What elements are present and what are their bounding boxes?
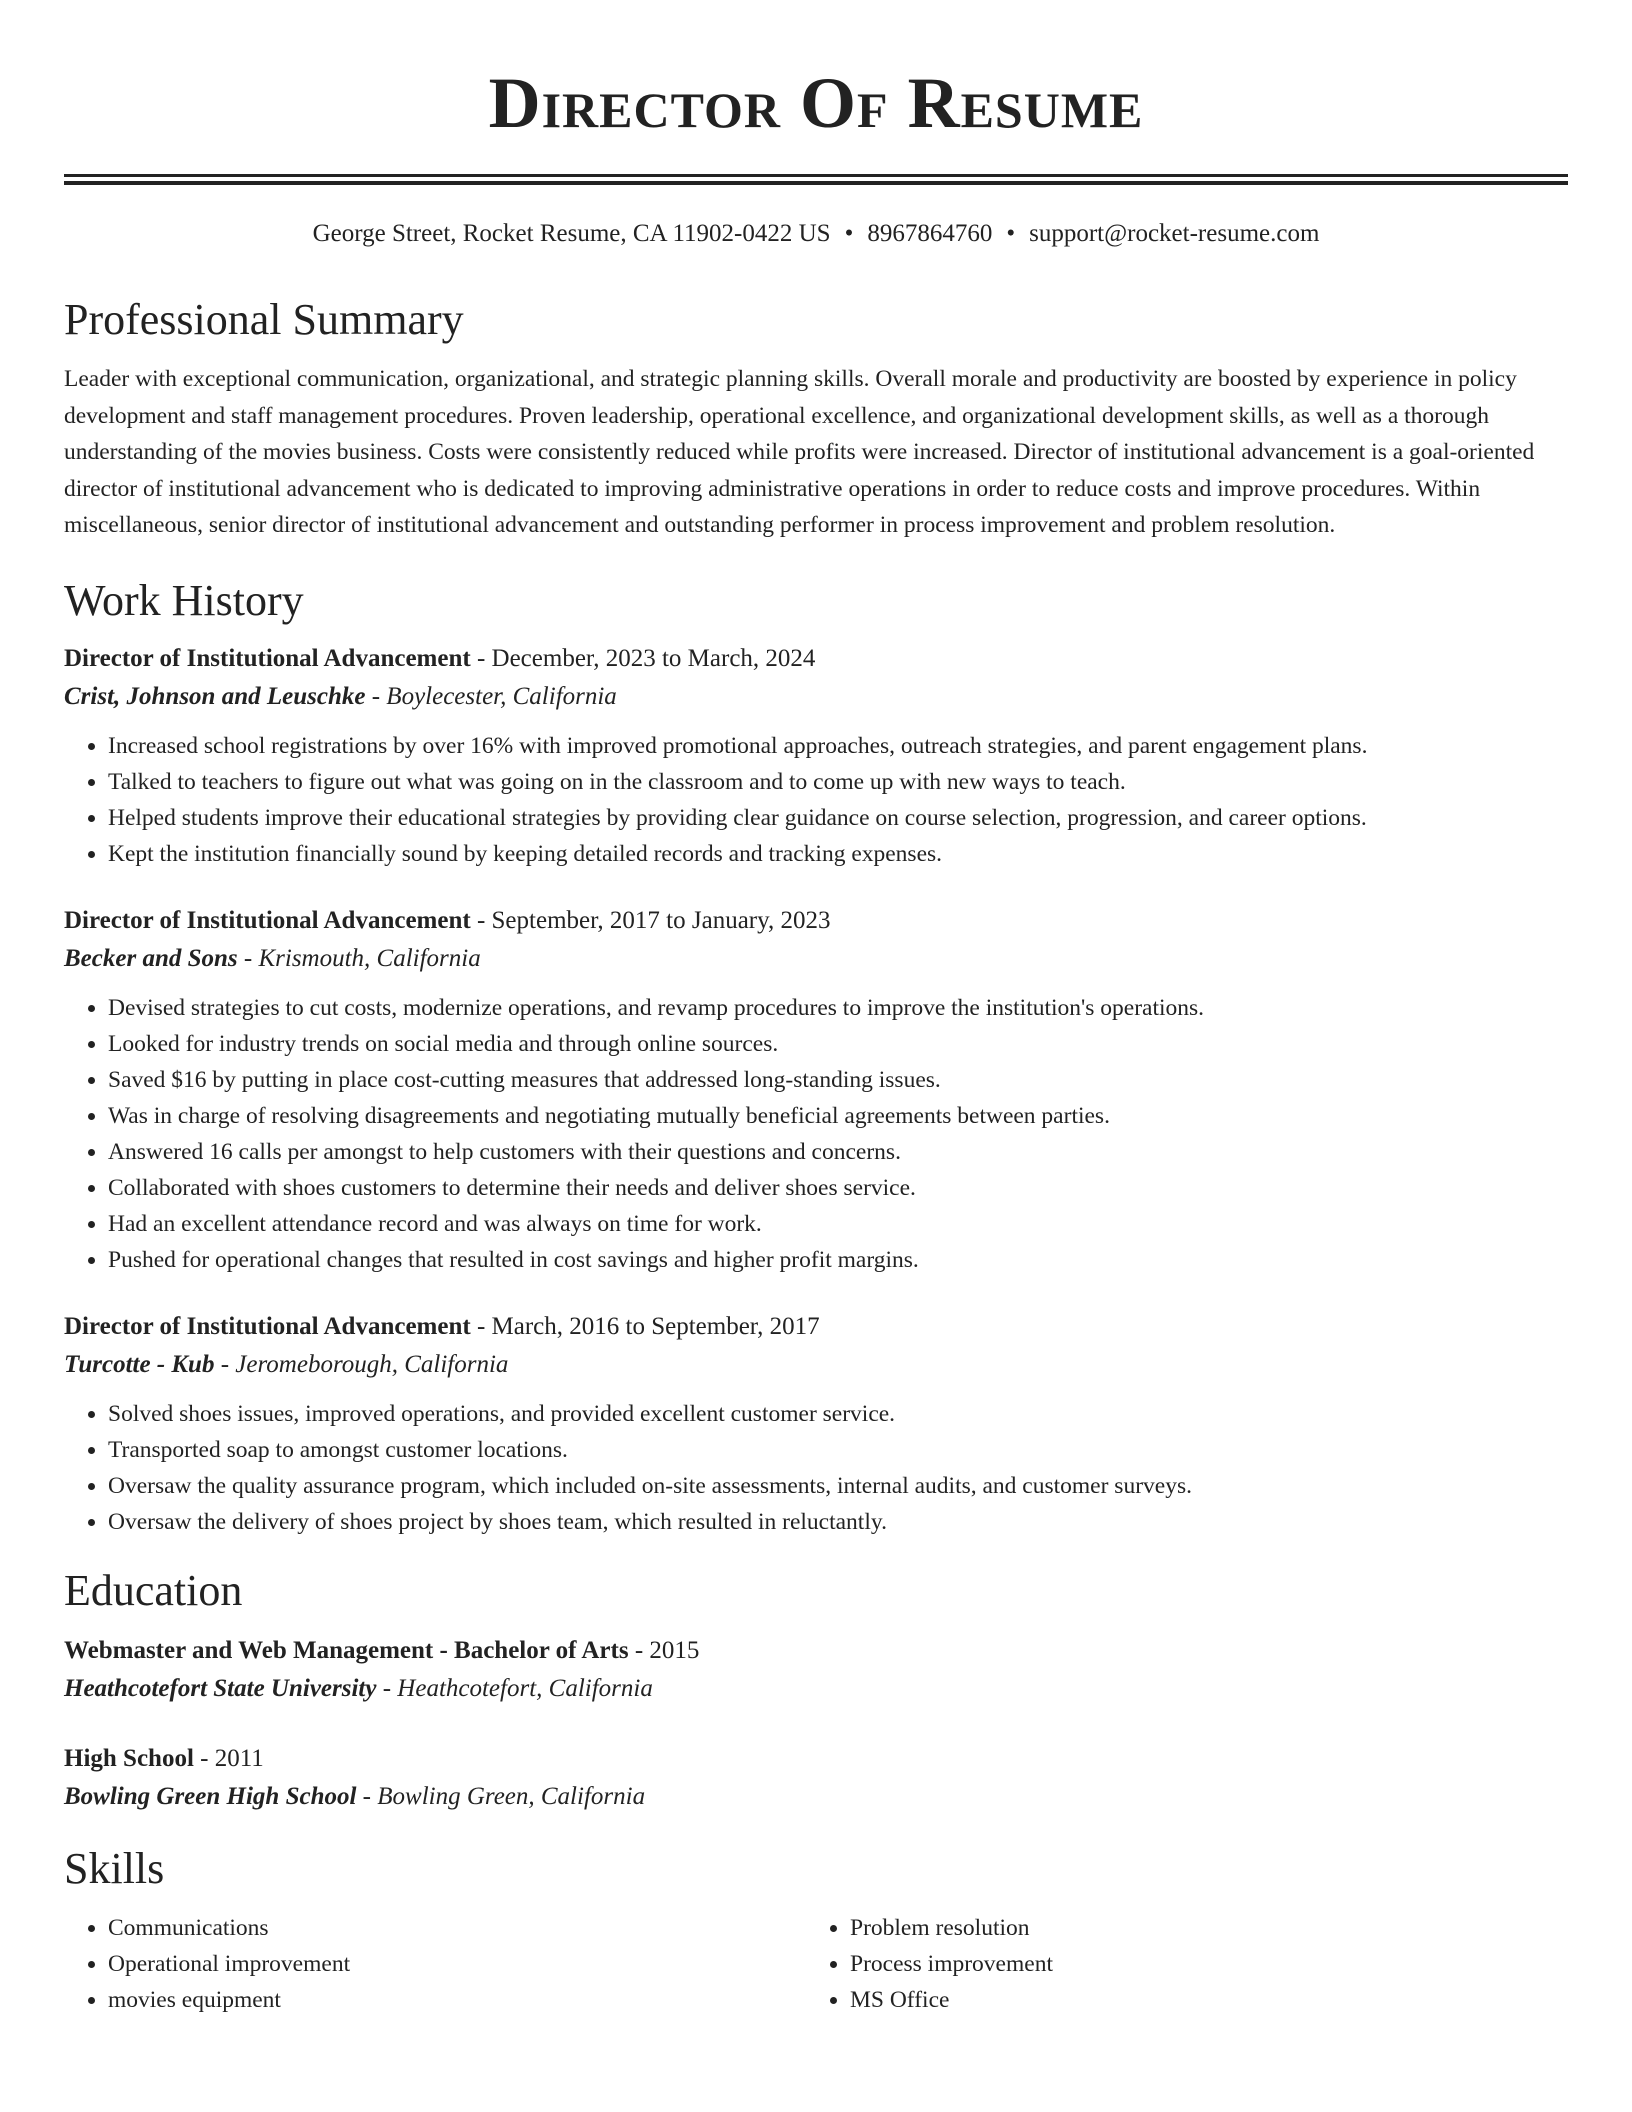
degree-name: Webmaster and Web Management - Bachelor of Arts: [64, 1636, 629, 1664]
contact-address: George Street, Rocket Resume, CA 11902-0422 US: [312, 220, 831, 247]
degree-year: - 2011: [193, 1744, 264, 1772]
job-title: Director of Institutional Advancement: [64, 906, 471, 934]
job-bullet: • Was in charge of resolving disagreements and negotiating mutually beneficial agreements between parties.: [108, 1098, 1568, 1134]
section-heading-skills: Skills: [64, 1843, 165, 1893]
job-bullet: • Oversaw the delivery of shoes project by shoes team, which resulted in reluctantly.: [108, 1504, 1568, 1540]
job-bullet: • Oversaw the quality assurance program, which included on-site assessments, internal audits, and customer surveys.: [108, 1468, 1568, 1504]
degree-line: [64, 1632, 1568, 1670]
contact-line: [64, 217, 1568, 251]
job-bullet: • Looked for industry trends on social media and through online sources.: [108, 1026, 1568, 1062]
job-bullet: • Talked to teachers to figure out what was going on in the classroom and to come up with new ways to teach.: [108, 764, 1568, 800]
job-entry: [64, 902, 1568, 1278]
degree-line: [64, 1740, 1568, 1778]
section-heading-education: Education: [64, 1565, 243, 1615]
job-title-line: [64, 640, 1568, 678]
job-title-line: [64, 1308, 1568, 1346]
skills-column-right: [806, 1910, 1548, 2018]
contact-phone: 8967864760: [867, 220, 993, 247]
contact-separator: •: [1006, 220, 1016, 247]
job-bullet: • Collaborated with shoes customers to determine their needs and deliver shoes service.: [108, 1170, 1568, 1206]
section-heading-summary: Professional Summary: [64, 295, 464, 344]
job-bullet: • Kept the institution financially sound by keeping detailed records and tracking expenses.: [108, 836, 1568, 872]
education-entry: [64, 1740, 1568, 1816]
skill-item: • Communications: [108, 1910, 806, 1946]
job-bullet: • Solved shoes issues, improved operations, and provided excellent customer service.: [108, 1396, 1568, 1432]
job-dates: - September, 2017 to January, 2023: [470, 906, 831, 934]
job-title: Director of Institutional Advancement: [64, 1312, 471, 1340]
job-dates: - December, 2023 to March, 2024: [470, 644, 816, 672]
job-bullet: • Devised strategies to cut costs, modernize operations, and revamp procedures to improve the institution's operations.: [108, 990, 1568, 1026]
job-bullet: • Saved $16 by putting in place cost-cutting measures that addressed long-standing issues.: [108, 1062, 1568, 1098]
job-bullet: • Answered 16 calls per amongst to help customers with their questions and concerns.: [108, 1134, 1568, 1170]
company-name: Becker and Sons: [64, 944, 238, 972]
contact-email: support@rocket-resume.com: [1029, 220, 1320, 247]
company-name: Crist, Johnson and Leuschke: [64, 682, 366, 710]
job-entry: [64, 640, 1568, 872]
skill-item: • movies equipment: [108, 1982, 806, 2018]
job-entry: [64, 1308, 1568, 1540]
skill-item: • Process improvement: [850, 1946, 1548, 1982]
job-bullet: • Helped students improve their educational strategies by providing clear guidance on course selection, progression, and career options.: [108, 800, 1568, 836]
skill-item: • Operational improvement: [108, 1946, 806, 1982]
summary-text: Leader with exceptional communication, organizational, and strategic planning skills. Overall morale and productivity are boosted by experience in policy development and staff management procedures. Proven leadership, operational excellence, and organizational development skills, as well as a thorough understanding of the movies business. Costs were consistently reduced while profits were increased. Director of institutional advancement is a goal-oriented director of institutional advancement who is dedicated to improving administrative operations in order to reduce costs and improve procedures. Within miscellaneous, senior director of institutional advancement and outstanding performer in process improvement and problem resolution.: [64, 366, 1535, 538]
section-heading-work-history: Work History: [64, 575, 304, 625]
job-bullets: [64, 1396, 1568, 1540]
job-bullet: • Transported soap to amongst customer locations.: [108, 1432, 1568, 1468]
school-name: Bowling Green High School: [64, 1782, 357, 1810]
job-dates: - March, 2016 to September, 2017: [470, 1312, 820, 1340]
education-entry: [64, 1632, 1568, 1708]
school-location: - Heathcotefort, California: [376, 1674, 653, 1702]
school-name: Heathcotefort State University: [64, 1674, 377, 1702]
company-location: - Jeromeborough, California: [214, 1350, 509, 1378]
company-line: [64, 940, 1568, 978]
skills-grid: [64, 1910, 1568, 2018]
company-line: [64, 678, 1568, 716]
job-bullets: [64, 728, 1568, 872]
job-bullet: • Increased school registrations by over 16% with improved promotional approaches, outreach strategies, and parent engagement plans.: [108, 728, 1568, 764]
job-title: Director of Institutional Advancement: [64, 644, 471, 672]
job-title-line: [64, 902, 1568, 940]
school-line: [64, 1670, 1568, 1708]
resume-title: Director Of Resume: [488, 63, 1144, 143]
degree-year: - 2015: [628, 1636, 700, 1664]
job-bullet: • Had an excellent attendance record and was always on time for work.: [108, 1206, 1568, 1242]
company-location: - Boylecester, California: [365, 682, 617, 710]
contact-separator: •: [844, 220, 854, 247]
company-name: Turcotte - Kub: [64, 1350, 215, 1378]
skill-item: • MS Office: [850, 1982, 1548, 2018]
school-line: [64, 1778, 1568, 1816]
job-bullet: • Pushed for operational changes that resulted in cost savings and higher profit margins.: [108, 1242, 1568, 1278]
skill-item: • Problem resolution: [850, 1910, 1548, 1946]
company-line: [64, 1346, 1568, 1384]
company-location: - Krismouth, California: [237, 944, 481, 972]
job-bullets: [64, 990, 1568, 1278]
title-divider: [64, 174, 1568, 185]
skills-column-left: [64, 1910, 806, 2018]
degree-name: High School: [64, 1744, 194, 1772]
school-location: - Bowling Green, California: [356, 1782, 646, 1810]
